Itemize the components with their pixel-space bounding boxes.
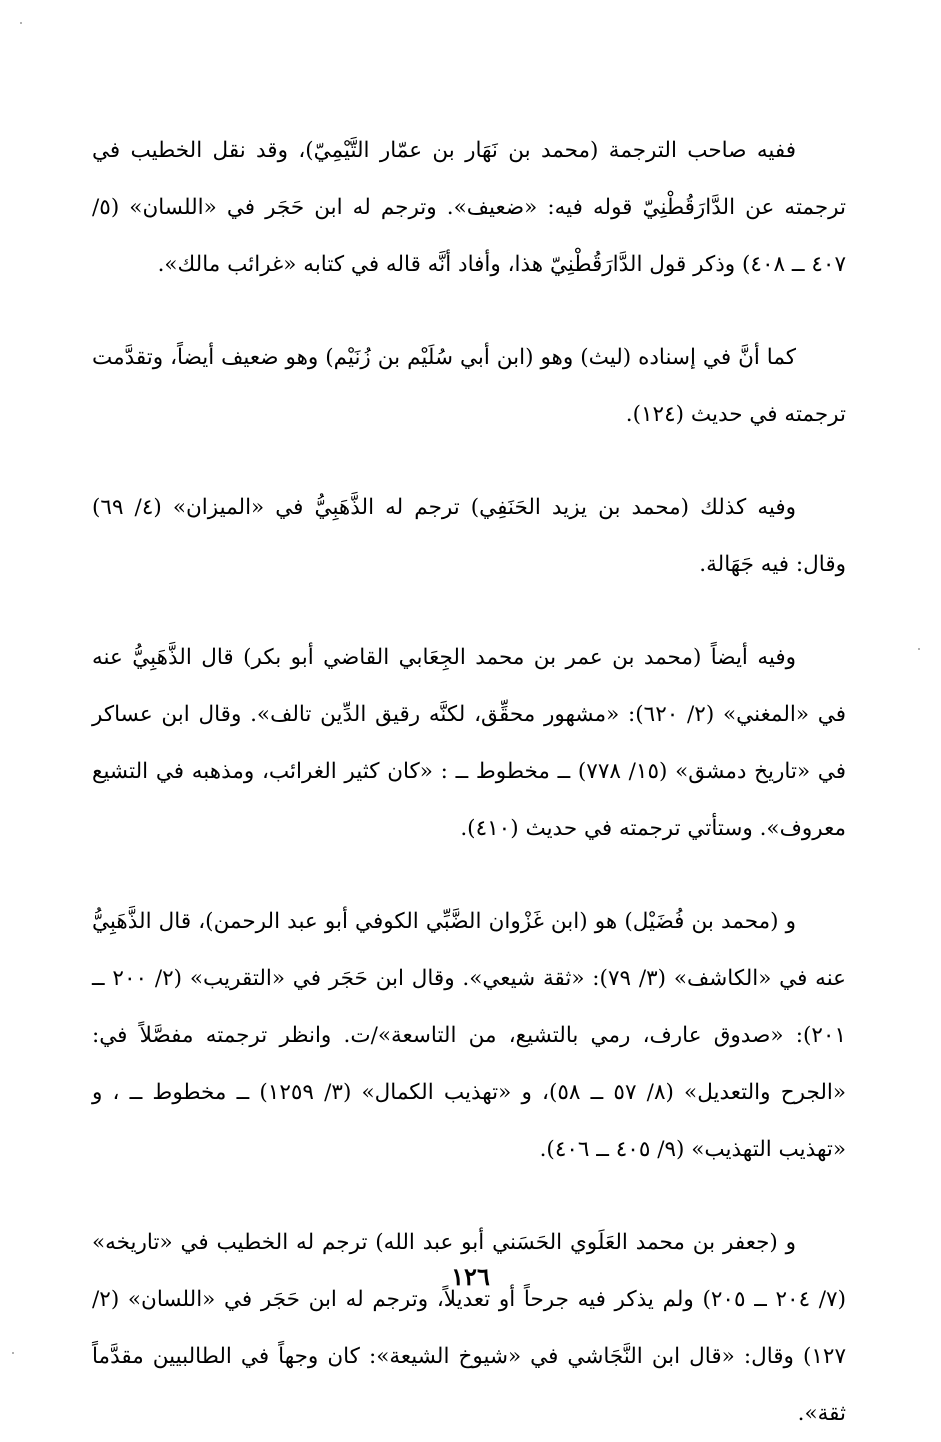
paragraph-3: وفيه كذلك (محمد بن يزيد الحَنَفِي) ترجم له الذَّهَبِيُّ في «الميزان» (٤/ ٦٩) وقال: فيه جَهَالة. [92, 495, 846, 577]
paragraph-1: ففيه صاحب الترجمة (محمد بن نَهَار بن عمّار التَّيْمِيّ)، وقد نقل الخطيب في ترجمته عن الدَّارَقُطْنِيّ قوله فيه: «ضعيف». وترجم له ابن حَجَر في «اللسان» (٥/ ٤٠٧ ــ ٤٠٨) وذكر قول الدَّارَقُطْنِيّ هذا، وأفاد أنَّه قاله في كتابه «غرائب مالك». [92, 138, 846, 277]
scan-speck [12, 1352, 14, 1354]
body-text [92, 122, 846, 1442]
scan-speck [20, 22, 22, 24]
paragraph-5: و (محمد بن فُضَيْل) هو (ابن غَزْوان الضَّبِّي الكوفي أبو عبد الرحمن)، قال الذَّهَبِيُّ عنه في «الكاشف» (٣/ ٧٩): «ثقة شيعي». وقال ابن حَجَر في «التقريب» (٢/ ٢٠٠ ــ ٢٠١): «صدوق عارف، رمي بالتشيع، من التاسعة»/ت. وانظر ترجمته مفصَّلاً في: «الجرح والتعديل» (٨/ ٥٧ ــ ٥٨)، و «تهذيب الكمال» (٣/ ١٢٥٩) ــ مخطوط ــ ، و «تهذيب التهذيب» (٩/ ٤٠٥ ــ ٤٠٦). [92, 909, 847, 1162]
paragraph-6: و (جعفر بن محمد العَلَوي الحَسَني أبو عبد الله) ترجم له الخطيب في «تاريخه» (٧/ ٢٠٤ ــ ٢٠٥) ولم يذكر فيه جرحاً أو تعديلاً، وترجم له ابن حَجَر في «اللسان» (٢/ ١٢٧) وقال: «قال ابن النَّجَاشي في «شيوخ الشيعة»: كان وجهاً في الطالبيين مقدَّماً ثقة». [92, 1230, 846, 1426]
paragraph-4: وفيه أيضاً (محمد بن عمر بن محمد الجِعَابي القاضي أبو بكر) قال الذَّهَبِيُّ عنه في «المغني» (٢/ ٦٢٠): «مشهور محقِّق، لكنَّه رقيق الدِّين تالف». وقال ابن عساكر في «تاريخ دمشق» (١٥/ ٧٧٨) ــ مخطوط ــ : «كان كثير الغرائب، ومذهبه في التشيع معروف». وستأتي ترجمته في حديث (٤١٠). [92, 645, 846, 841]
paragraph-2: كما أنَّ في إسناده (ليث) وهو (ابن أبي سُلَيْم بن زُنَيْم) وهو ضعيف أيضاً، وتقدَّمت ترجمته في حديث (١٢٤). [92, 345, 846, 427]
page-number: ١٢٦ [451, 1262, 490, 1291]
scan-speck [918, 648, 920, 650]
